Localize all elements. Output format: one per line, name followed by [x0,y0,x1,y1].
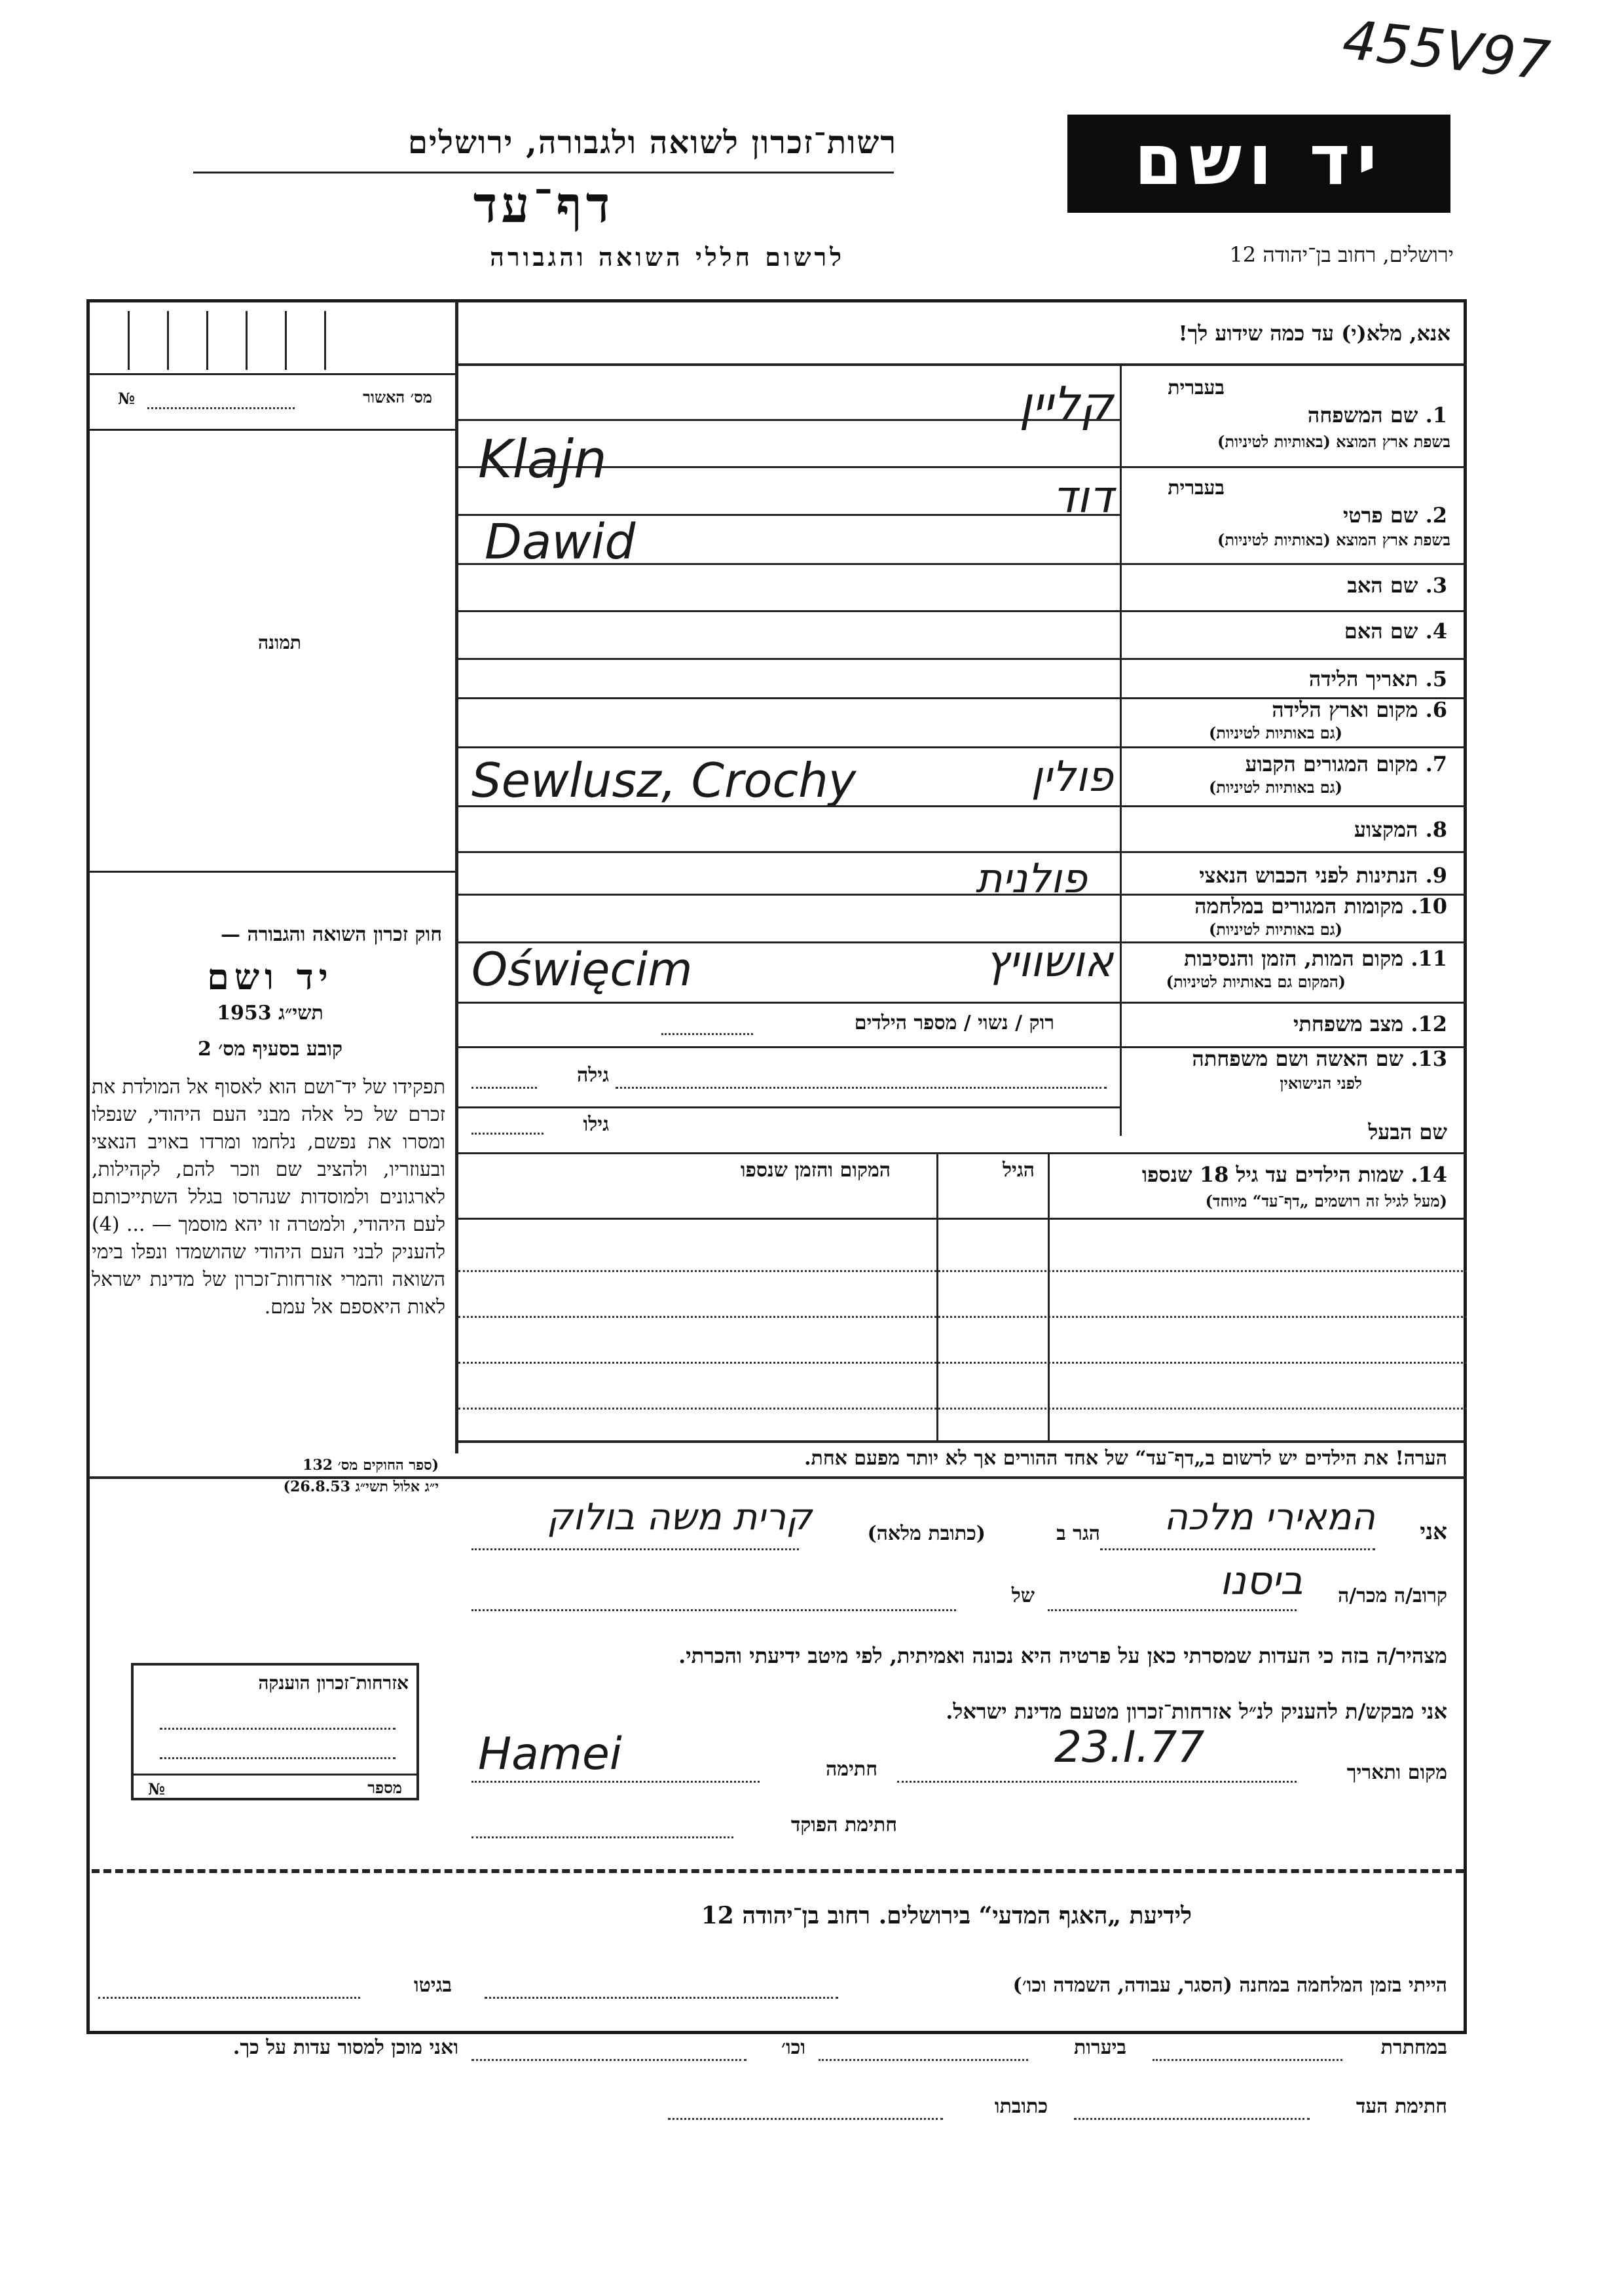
f2-label: 2. שם פרטי [1342,503,1447,528]
f6-label: 6. מקום וארץ הלידה [1272,697,1447,722]
law-source-2: י״ג אלול תשי״ג 26.8.53) [283,1478,439,1495]
photo-area [98,439,442,864]
f1-hebrew-value[interactable]: קליין [1019,376,1113,431]
law-source-1: (ספר החוקים מס׳ 132 [303,1457,439,1474]
children-note: הערה! את הילדים יש לרשום ב„דף־עד“ של אחד ההורים אך לא יותר מפעם אחת. [804,1447,1447,1470]
f2-in-hebrew: בעברית [1168,477,1225,500]
f12-options: רוק / נשוי / מספר הילדים [854,1011,1054,1034]
footer-line2d: ואני מוכן למסור עדות על כך. [232,2036,458,2059]
f10-sub: (גם באותיות לטיניות) [1208,920,1342,939]
photo-label: תמונה [257,632,301,653]
cert-boxes [128,311,363,370]
memorial-box-title: אזרחות־זכרון הוענקה [258,1672,409,1694]
f12-label: 12. מצב משפחתי [1293,1011,1447,1036]
f3-label: 3. שם האב [1347,573,1447,598]
f11-latin-value[interactable]: Oświęcim [471,943,693,996]
f11-sub: (המקום גם באותיות לטיניות) [1166,972,1346,991]
date-value[interactable]: 23.I.77 [1054,1722,1205,1772]
f9-value[interactable]: פולנית [975,854,1087,902]
relative-label: קרוב/ה מכר/ה [1338,1584,1447,1607]
husband-label: שם הבעל [1368,1120,1447,1144]
f5-label: 5. תאריך הלידה [1308,666,1447,691]
signature-label: חתימה [826,1758,877,1781]
f1-in-hebrew: בעברית [1168,376,1225,399]
footer-line2b: ביערות [1073,2036,1126,2059]
child-row[interactable] [458,1362,1467,1364]
law-year: תשי״ג 1953 [217,1002,323,1025]
declarant-name[interactable]: המאירי מלכה [1164,1496,1375,1539]
footer-line2c: וכו׳ [781,2036,805,2059]
col-place-header: המקום והזמן שנספו [740,1159,891,1182]
f13-value-field[interactable] [616,1087,1107,1089]
f7-label: 7. מקום המגורים הקבוע [1245,752,1447,776]
f2-sub: בשפת ארץ המוצא (באותיות לטיניות) [1217,530,1450,549]
f6-sub: (גם באותיות לטיניות) [1208,723,1342,742]
form-title: דף־עד [473,175,614,234]
f13-age-label: גילה [576,1064,609,1087]
law-text: תפקידו של יד־ושם הוא לאסוף אל המולדת את זכרם של כל אלה מבני העם היהודי, שנפלו ומסרו את נפשם, נלחמו ומרדו באויב הנאצי ובעוזריו, ולהציב שם וזכר להם, לקהילות, לארגונים ולמוסדות שנהרסו בגלל השתייכותם לעם היהודי, ולמטרה זו יהא מוסמך — ... (4) להעניק לבני העם היהודי שהושמדו ונפלו בימי השואה והמרי אזרחות־זכרון של מדינת ישראל לאות היאספם אל עמם. [92,1076,445,1319]
f11-label: 11. מקום המות, הזמן והנסיבות [1184,946,1447,971]
logo-text: יד ושם [1134,120,1384,200]
f2-hebrew-value[interactable]: דוד [1052,471,1113,523]
cert-number-field[interactable] [147,407,295,409]
footer-line3a: חתימת העד [1356,2095,1447,2118]
f11-hebrew-value[interactable]: אושוויץ [985,936,1113,987]
f2-latin-value[interactable]: Dawid [485,514,636,570]
husband-age-label: גילו [583,1113,609,1136]
f9-label: 9. הנתינות לפני הכבוש הנאצי [1199,863,1447,888]
cert-label: מס׳ האשור [363,388,432,407]
signature-value[interactable]: Hamei [478,1728,622,1780]
official-signature-label: חתימת הפוקד [790,1813,897,1836]
declarant-address[interactable]: קרית משה בולוק [546,1496,812,1539]
f10-label: 10. מקומות המגורים במלחמה [1194,894,1447,919]
authority-title: רשות־זכרון לשואה ולגבורה, ירושלים [407,124,897,161]
archive-number: 455V97 [1339,9,1553,93]
official-signature-field[interactable] [471,1836,733,1838]
f4-label: 4. שם האם [1344,619,1447,644]
fill-request: אנא, מלא(י) עד כמה שידוע לך! [1178,321,1450,346]
f14-label: 14. שמות הילדים עד גיל 18 שנספו [1141,1162,1447,1187]
footer-line1b: בגיטו [413,1974,452,1997]
declaration-statement: מצהיר/ה בזה כי העדות שמסרתי כאן על פרטיה היא נכונה ואמיתית, לפי מיטב ידיעתי והכרתי. [678,1643,1447,1668]
f7-sub: (גם באותיות לטיניות) [1208,778,1342,797]
memorial-citizenship-box [131,1663,419,1800]
citizenship-request: אני מבקש/ת להעניק לנ״ל אזרחות־זכרון מטעם מדינת ישראל. [946,1699,1447,1724]
col-age-header: הגיל [1002,1159,1035,1182]
f1-latin-value[interactable]: Klajn [478,429,607,490]
memorial-no-mark: № [148,1779,166,1798]
cert-no-mark: № [118,389,136,408]
f1-sub: בשפת ארץ המוצא (באותיות לטיניות) [1217,432,1450,451]
f7-hebrew-value[interactable]: פולין [1031,753,1113,801]
f14-sub: (מעל לגיל זה רושמים „דף־עד“ מיוחד) [1205,1192,1447,1211]
place-date-label: מקום ותאריך [1346,1761,1447,1784]
decl-i-label: אני [1420,1519,1447,1545]
f1-label: 1. שם המשפחה [1307,403,1447,428]
footer-line1a: הייתי בזמן המלחמה במחנה (הסגר, עבודה, השמדה וכו׳) [1012,1974,1447,1997]
law-name: יד ושם [207,956,333,998]
of-label: של [1011,1584,1035,1607]
decl-resides: הגר ב [1056,1522,1100,1545]
law-clause: קובע בסעיף מס׳ 2 [197,1038,343,1061]
f7-latin-value[interactable]: Sewlusz, Crochy [471,753,857,808]
footer-heading: לידיעת „האגף המדעי“ בירושלים. רחוב בן־יהודה 12 [701,1902,1192,1929]
f8-label: 8. המקצוע [1354,817,1447,842]
yad-vashem-logo [1067,115,1450,213]
law-title: חוק זכרון השואה והגבורה — [221,923,442,946]
f12-children-field[interactable] [661,1033,753,1035]
separator [92,1869,1464,1873]
f13-label: 13. שם האשה ושם משפחתה [1192,1046,1447,1071]
child-row[interactable] [458,1316,1467,1318]
decl-full-address: (כתובת מלאה) [867,1522,986,1545]
memorial-number-label: מספר [367,1778,402,1797]
relation-value[interactable]: ביסנו [1219,1558,1303,1604]
child-row[interactable] [458,1408,1467,1410]
footer-line2a: במחתרת [1380,2036,1447,2059]
f13-sub: לפני הנישואין [1280,1074,1362,1093]
header-address: ירושלים, רחוב בן־יהודה 12 [1229,242,1454,267]
form-subtitle: לרשום חללי השואה והגבורה [490,242,845,272]
footer-line3b: כתובתו [994,2095,1048,2118]
child-row[interactable] [458,1270,1467,1272]
